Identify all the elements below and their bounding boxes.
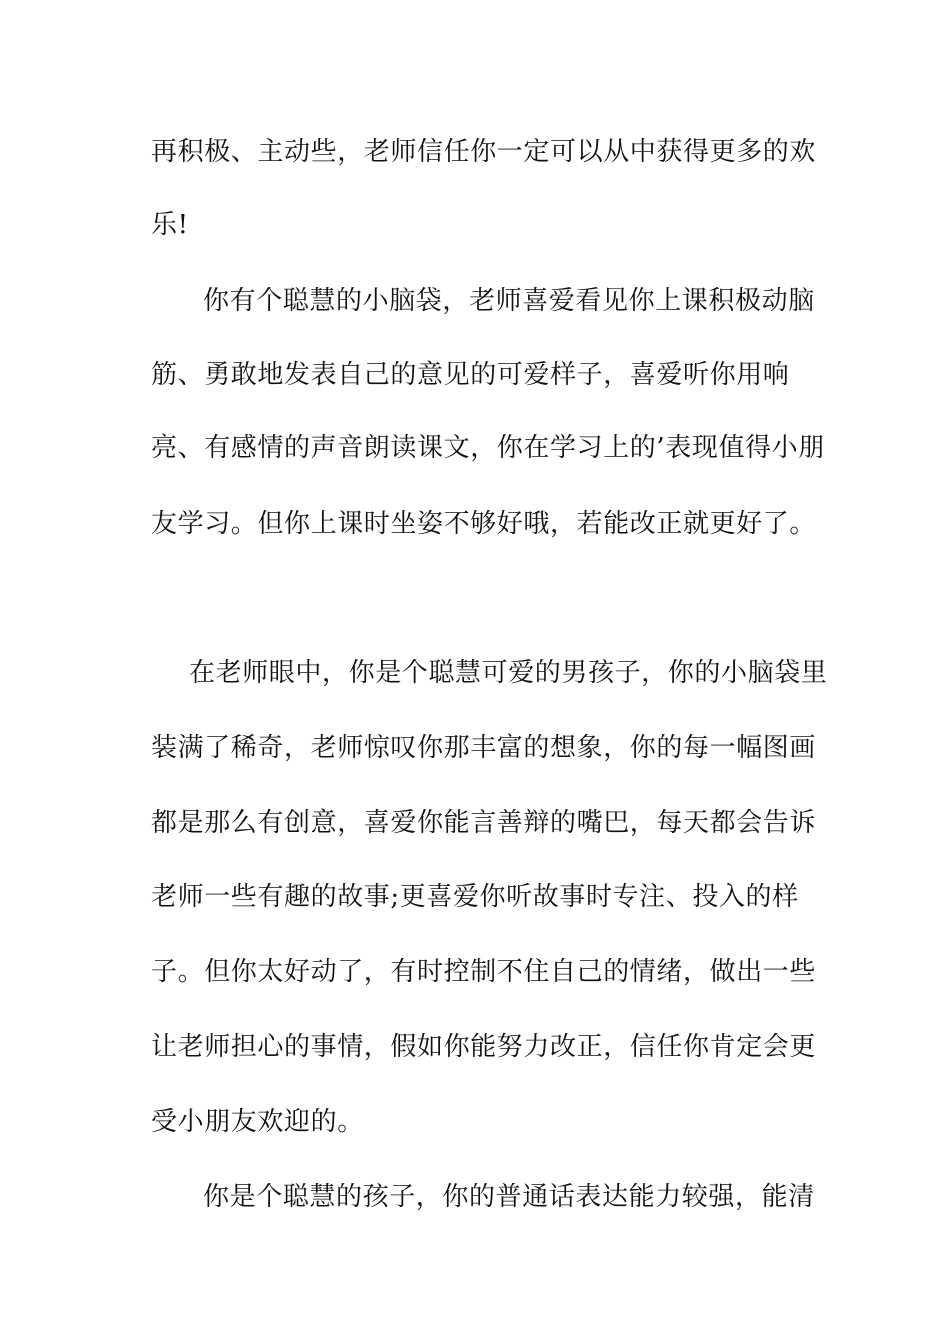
text-line: 受小朋友欢迎的。 — [151, 1107, 364, 1137]
text-line: 你是个聪慧的孩子，你的普通话表达能力较强，能清 — [203, 1182, 815, 1212]
text-line: 亮、有感情的声音朗读课文，你在学习上的’表现值得小朋 — [151, 433, 825, 463]
text-line: 你有个聪慧的小脑袋，老师喜爱看见你上课积极动脑 — [203, 286, 815, 316]
text-line: 都是那么有创意，喜爱你能言善辩的嘴巴，每天都会告诉 — [151, 808, 817, 838]
text-line: 子。但你太好动了，有时控制不住自己的情绪，做出一些 — [151, 957, 817, 987]
text-line: 让老师担心的事情，假如你能努力改正，信任你肯定会更 — [151, 1032, 817, 1062]
text-line: 筋、勇敢地发表自己的意见的可爱样子，喜爱听你用响 — [151, 360, 790, 390]
text-line: 装满了稀奇，老师惊叹你那丰富的想象，你的每一幅图画 — [151, 733, 817, 763]
text-line: 乐! — [151, 210, 189, 240]
text-line: 再积极、主动些，老师信任你一定可以从中获得更多的欢 — [151, 137, 817, 167]
text-line: 友学习。但你上课时坐姿不够好哦，若能改正就更好了。 — [151, 509, 817, 539]
text-line: 老师一些有趣的故事;更喜爱你听故事时专注、投入的样 — [151, 882, 799, 912]
text-line: 在老师眼中，你是个聪慧可爱的男孩子，你的小脑袋里 — [189, 658, 828, 688]
